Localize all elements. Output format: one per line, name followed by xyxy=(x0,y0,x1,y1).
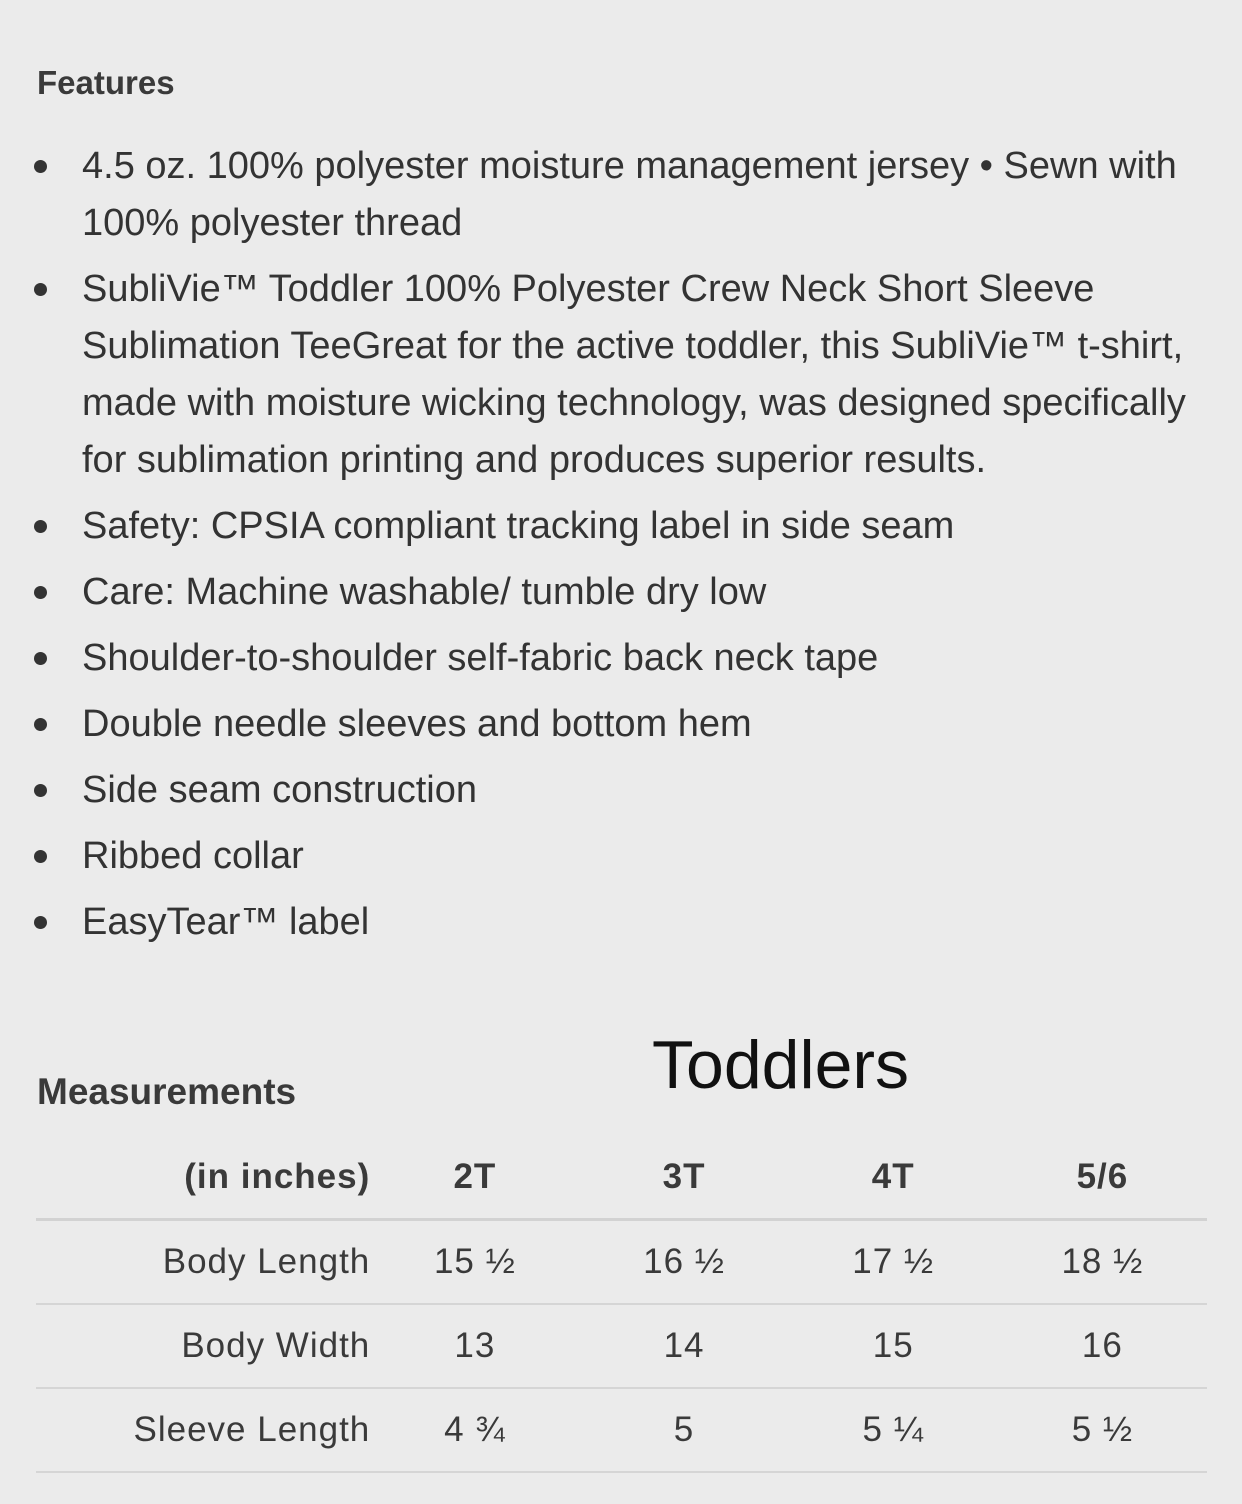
table-cell: 13 xyxy=(370,1304,579,1388)
table-cell: 16 ½ xyxy=(579,1220,788,1305)
size-chart-table xyxy=(36,1135,1207,1473)
table-cell: 4 ¾ xyxy=(370,1388,579,1472)
feature-text: Safety: CPSIA compliant tracking label in side seam xyxy=(82,505,955,547)
table-cell: 14 xyxy=(579,1304,788,1388)
feature-text: Care: Machine washable/ tumble dry low xyxy=(82,571,767,613)
features-list xyxy=(0,138,1242,960)
list-item xyxy=(0,894,1242,951)
feature-text: Ribbed collar xyxy=(82,835,304,877)
table-cell: 15 ½ xyxy=(370,1220,579,1305)
table-cell: 5 ½ xyxy=(998,1388,1207,1472)
table-row xyxy=(36,1220,1207,1305)
bullet-icon xyxy=(34,652,47,665)
bullet-icon xyxy=(34,520,47,533)
table-header-row xyxy=(36,1135,1207,1220)
list-item xyxy=(0,630,1242,687)
feature-text: Double needle sleeves and bottom hem xyxy=(82,703,752,745)
table-row xyxy=(36,1304,1207,1388)
bullet-icon xyxy=(34,784,47,797)
list-item xyxy=(0,138,1242,252)
list-item xyxy=(0,261,1242,489)
feature-text: 4.5 oz. 100% polyester moisture management jersey • Sewn with 100% polyester thread xyxy=(82,145,1177,244)
list-item xyxy=(0,762,1242,819)
features-heading: Features xyxy=(37,64,175,101)
table-cell: 5 ¼ xyxy=(789,1388,998,1472)
bullet-icon xyxy=(34,916,47,929)
list-item xyxy=(0,498,1242,555)
table-row xyxy=(36,1388,1207,1472)
feature-text: SubliVie™ Toddler 100% Polyester Crew Neck Short Sleeve Sublimation TeeGreat for the active toddler, this SubliVie™ t-shirt, made with moisture wicking technology, was designed specifically for sublimation printing and produces superior results. xyxy=(82,268,1186,481)
list-item xyxy=(0,828,1242,885)
feature-text: EasyTear™ label xyxy=(82,901,370,943)
table-cell: 15 xyxy=(789,1304,998,1388)
bullet-icon xyxy=(34,283,47,296)
size-header-5-6: 5/6 xyxy=(998,1135,1207,1220)
bullet-icon xyxy=(34,586,47,599)
table-cell: 5 xyxy=(579,1388,788,1472)
measurements-heading: Measurements xyxy=(37,1071,297,1112)
feature-text: Shoulder-to-shoulder self-fabric back neck tape xyxy=(82,637,879,679)
units-header: (in inches) xyxy=(36,1135,370,1220)
row-label: Body Width xyxy=(36,1304,370,1388)
size-header-4t: 4T xyxy=(789,1135,998,1220)
table-cell: 18 ½ xyxy=(998,1220,1207,1305)
bullet-icon xyxy=(34,160,47,173)
size-chart-title: Toddlers xyxy=(652,1027,910,1103)
row-label: Body Length xyxy=(36,1220,370,1305)
size-header-3t: 3T xyxy=(579,1135,788,1220)
table-cell: 17 ½ xyxy=(789,1220,998,1305)
size-header-2t: 2T xyxy=(370,1135,579,1220)
row-label: Sleeve Length xyxy=(36,1388,370,1472)
feature-text: Side seam construction xyxy=(82,769,477,811)
list-item xyxy=(0,696,1242,753)
bullet-icon xyxy=(34,850,47,863)
table-cell: 16 xyxy=(998,1304,1207,1388)
bullet-icon xyxy=(34,718,47,731)
list-item xyxy=(0,564,1242,621)
